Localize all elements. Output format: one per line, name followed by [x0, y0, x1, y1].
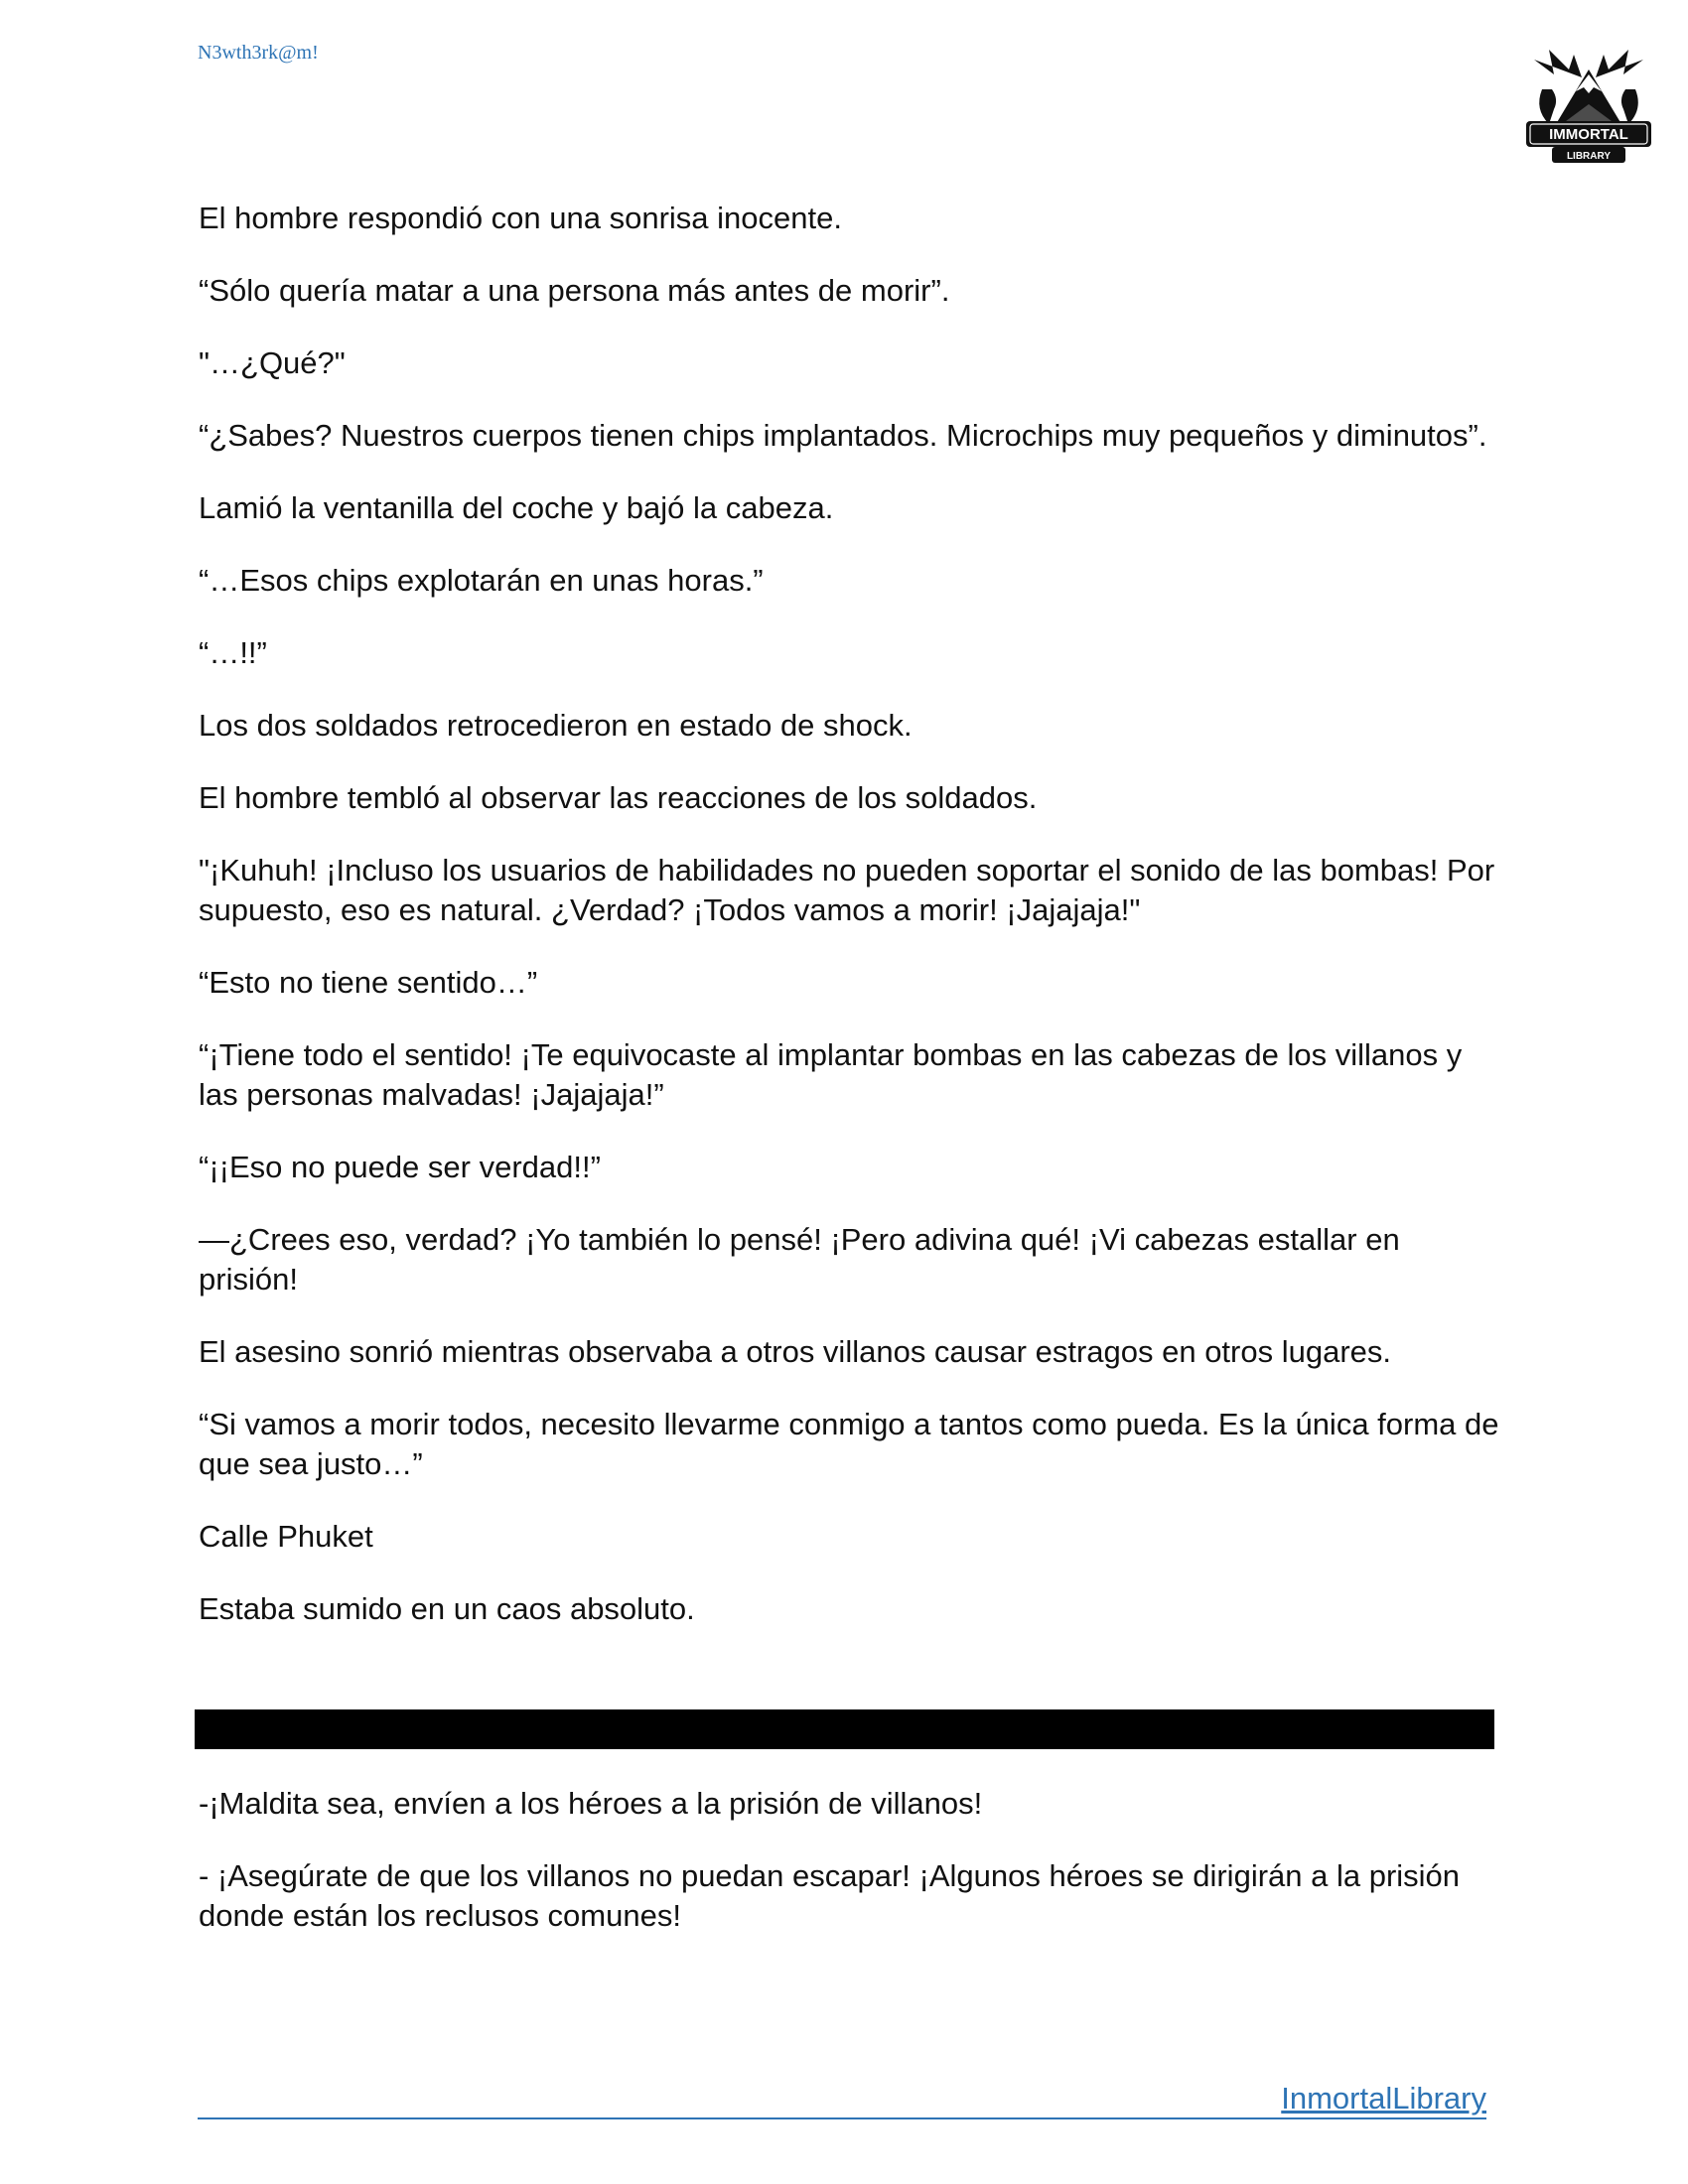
footer-divider	[198, 2117, 1486, 2119]
paragraph: Estaba sumido en un caos absoluto.	[199, 1591, 695, 1626]
paragraph: El asesino sonrió mientras observaba a otros villanos causar estragos en otros lugares.	[199, 1334, 1392, 1369]
paragraph: —¿Crees eso, verdad? ¡Yo también lo pensé! ¡Pero adivina qué! ¡Vi cabezas estallar en prisión!	[199, 1222, 1400, 1297]
paragraph: “¡Tiene todo el sentido! ¡Te equivocaste al implantar bombas en las cabezas de los villanos y las personas malvadas! ¡Jajajaja!”	[199, 1037, 1463, 1112]
chapter-body	[199, 199, 1499, 1662]
paragraph: "¡Kuhuh! ¡Incluso los usuarios de habilidades no pueden soportar el sonido de las bombas! Por supuesto, eso es natural. ¿Verdad? ¡Todos vamos a morir! ¡Jajajaja!"	[199, 853, 1495, 927]
paragraph: El hombre tembló al observar las reacciones de los soldados.	[199, 780, 1038, 815]
author-tag: N3wth3rk@m!	[198, 42, 319, 64]
paragraph: “¡¡Eso no puede ser verdad!!”	[199, 1150, 601, 1184]
paragraph: “Esto no tiene sentido…”	[199, 965, 538, 1000]
chapter-body-continued	[199, 1784, 1499, 1969]
paragraph: Los dos soldados retrocedieron en estado de shock.	[199, 708, 913, 743]
paragraph: “…Esos chips explotarán en unas horas.”	[199, 563, 764, 598]
paragraph: El hombre respondió con una sonrisa inocente.	[199, 201, 842, 235]
paragraph: “…!!”	[199, 635, 267, 670]
dragon-crest-icon	[1514, 30, 1663, 179]
paragraph: Lamió la ventanilla del coche y bajó la cabeza.	[199, 490, 834, 525]
paragraph: “Si vamos a morir todos, necesito llevarme conmigo a tantos como pueda. Es la única forma de que sea justo…”	[199, 1407, 1499, 1481]
footer-link[interactable]: InmortalLibrary	[1281, 2081, 1486, 2116]
logo-text-bottom: LIBRARY	[1566, 151, 1612, 162]
logo-text-top: IMMORTAL	[1549, 126, 1628, 143]
paragraph: “¿Sabes? Nuestros cuerpos tienen chips implantados. Microchips muy pequeños y diminutos”.	[199, 418, 1487, 453]
paragraph: Calle Phuket	[199, 1519, 373, 1554]
immortal-library-logo	[1514, 30, 1663, 179]
paragraph: “Sólo quería matar a una persona más antes de morir”.	[199, 273, 950, 308]
paragraph: -¡Maldita sea, envíen a los héroes a la prisión de villanos!	[199, 1786, 983, 1821]
paragraph: - ¡Asegúrate de que los villanos no puedan escapar! ¡Algunos héroes se dirigirán a la prisión donde están los reclusos comunes!	[199, 1858, 1461, 1933]
paragraph: "…¿Qué?"	[199, 345, 346, 380]
section-break-bar	[195, 1709, 1494, 1749]
